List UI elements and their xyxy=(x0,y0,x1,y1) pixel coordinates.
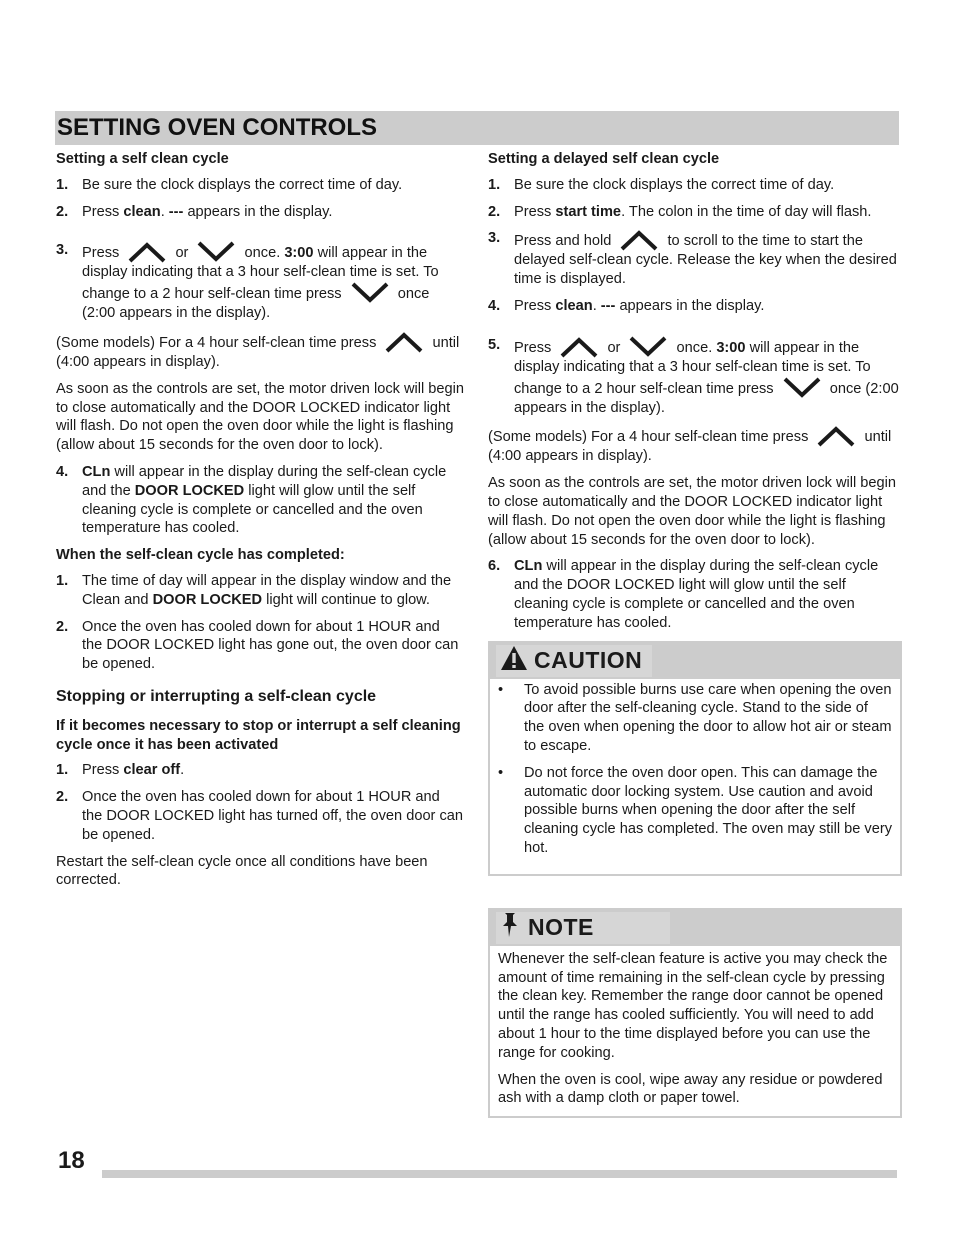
down-arrow-icon xyxy=(782,377,822,399)
pushpin-icon xyxy=(500,911,522,945)
section-heading-stopping: Stopping or interrupting a self-clean cycle xyxy=(56,687,377,705)
title-bar xyxy=(55,111,899,145)
footer-bar xyxy=(102,1170,897,1178)
left-column xyxy=(56,150,464,898)
delayed-steps xyxy=(488,176,900,418)
up-arrow-icon xyxy=(384,331,424,353)
list-item: 2. Once the oven has cooled down for about 1 HOUR and the DOOR LOCKED light has turned off, the oven door can be opened. xyxy=(56,789,463,843)
some-models-note: (Some models) For a 4 hour self-clean time press until (4:00 appears in display). xyxy=(56,331,464,372)
list-item: 1. Be sure the clock displays the correct time of day. xyxy=(488,176,835,193)
caution-tab xyxy=(496,645,652,677)
some-models-note: (Some models) For a 4 hour self-clean time press until (4:00 appears in display). xyxy=(488,425,900,466)
list-item: 3. Press or once. 3:00 will appear in the display indicating that a 3 hour self-clean time is set. To change to a 2 hour self-clean time press once (2:00 appears in the display). xyxy=(56,242,439,322)
completed-steps xyxy=(56,572,464,674)
note-tab xyxy=(496,912,670,944)
list-item: 2. Press start time. The colon in the time of day will flash. xyxy=(488,203,872,220)
warning-icon xyxy=(500,645,528,677)
restart-paragraph: Restart the self-clean cycle once all conditions have been corrected. xyxy=(56,853,428,889)
list-item: 2. Once the oven has cooled down for about 1 HOUR and the DOOR LOCKED light has gone out, the oven door can be opened. xyxy=(56,618,459,673)
note-paragraph: Whenever the self-clean feature is active you may check the amount of time remaining in the self-clean cycle by pressing the clean key. Remember the range door cannot be opened until the range has cooled sufficiently. You will need to add about 1 hour to the time displayed before you can use the range for cooking. xyxy=(498,950,888,1061)
up-arrow-icon xyxy=(559,336,599,358)
page-title: SETTING OVEN CONTROLS xyxy=(57,114,378,141)
delayed-steps-cont xyxy=(488,557,900,632)
note-label: NOTE xyxy=(528,914,594,941)
note-paragraph: When the oven is cool, wipe away any residue or powdered ash with a damp cloth or paper towel. xyxy=(498,1071,883,1107)
up-arrow-icon xyxy=(127,241,167,263)
list-item: 6. CLn will appear in the display during the self-clean cycle and the DOOR LOCKED light will glow until the self cleaning cycle is complete or cancelled and the oven temperature has cooled. xyxy=(488,558,879,631)
list-item: 1. The time of day will appear in the display window and the Clean and DOOR LOCKED light will continue to glow. xyxy=(56,572,452,608)
interrupt-steps xyxy=(56,761,464,844)
self-clean-steps-cont xyxy=(56,463,464,538)
note-body xyxy=(490,946,900,1116)
lock-paragraph: As soon as the controls are set, the motor driven lock will begin to close automatically and the DOOR LOCKED indicator light will flash. Do not open the oven door while the light is flashing (allow about 15 seconds for the oven door to lock). xyxy=(56,380,465,454)
down-arrow-icon xyxy=(628,336,668,358)
note-header xyxy=(490,908,900,946)
caution-header xyxy=(490,641,900,679)
list-item: • Do not force the oven door open. This can damage the automatic door locking system. Use caution and avoid possible burns when opening the door after the self cleaning cycle has completed. The oven may still be very hot. xyxy=(498,764,893,856)
list-item: 4. Press clean. --- appears in the display. xyxy=(488,297,765,314)
section-heading-interrupt: If it becomes necessary to stop or interrupt a self cleaning cycle once it has been activated xyxy=(56,717,461,753)
up-arrow-icon xyxy=(619,229,659,251)
self-clean-steps xyxy=(56,176,464,323)
lock-paragraph: As soon as the controls are set, the motor driven lock will begin to close automatically and the DOOR LOCKED indicator light will flash. Do not open the oven door while the light is flashing (allow about 15 seconds for the oven door to lock). xyxy=(488,475,897,548)
note-box xyxy=(488,908,902,1118)
caution-body xyxy=(490,679,900,874)
caution-label: CAUTION xyxy=(534,647,643,674)
list-item: 4. CLn will appear in the display during the self-clean cycle and the DOOR LOCKED light will glow until the self cleaning cycle is complete or cancelled and the oven temperature has cooled. xyxy=(56,463,447,537)
section-heading-self-clean: Setting a self clean cycle xyxy=(56,151,229,167)
right-column xyxy=(488,150,900,1118)
down-arrow-icon xyxy=(350,282,390,304)
section-heading-completed: When the self-clean cycle has completed: xyxy=(56,547,345,564)
list-item: 3. Press and hold to scroll to the time to start the delayed self-clean cycle. Release the key when the desired time is displayed. xyxy=(488,230,897,288)
caution-box xyxy=(488,641,902,876)
down-arrow-icon xyxy=(196,241,236,263)
caution-list xyxy=(498,681,892,858)
up-arrow-icon xyxy=(816,425,856,447)
list-item: 1. Be sure the clock displays the correct time of day. xyxy=(56,176,403,193)
list-item: • To avoid possible burns use care when opening the oven door after the self-cleaning cycle. Stand to the side of the oven when opening the door to allow hot air or steam to escape. xyxy=(498,681,892,754)
list-item: 5. Press or once. 3:00 will appear in the display indicating that a 3 hour self-clean time is set. To change to a 2 hour self-clean time press once (2:00 appears in the display). xyxy=(488,336,899,416)
list-item: 1. Press clear off. xyxy=(56,762,185,779)
list-item: 2. Press clean. --- appears in the display. xyxy=(56,203,333,220)
section-heading-delayed: Setting a delayed self clean cycle xyxy=(488,151,720,167)
page-number: 18 xyxy=(58,1147,85,1174)
